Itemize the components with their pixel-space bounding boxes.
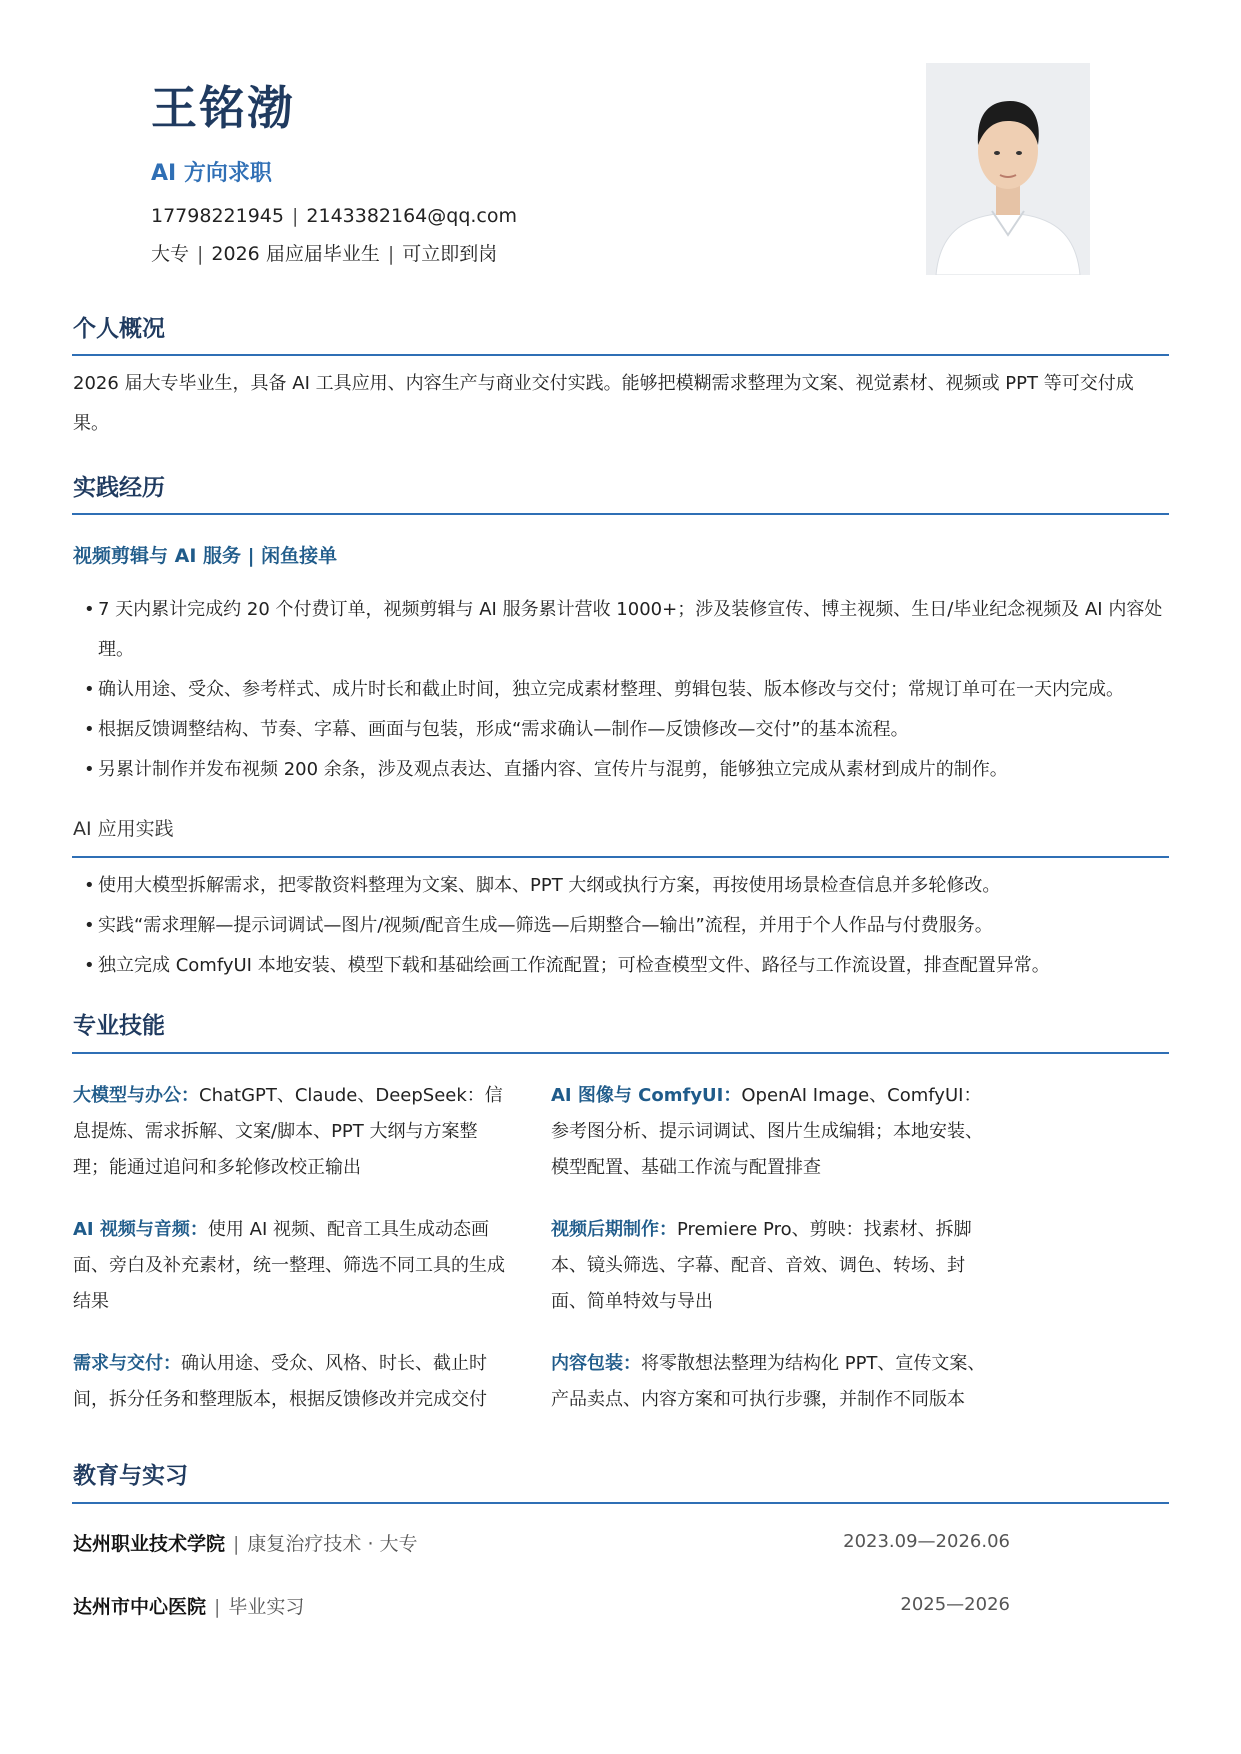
education-level: 大专	[151, 243, 190, 265]
section-divider	[72, 856, 1169, 858]
job-title-video-editing: 视频剪辑与 AI 服务 | 闲鱼接单	[73, 545, 338, 567]
bullet-item: • 另累计制作并发布视频 200 余条，涉及观点表达、直播内容、宣传片与混剪，能够独立完成从素材到成片的制作。	[84, 750, 1179, 790]
graduation-year: 2026 届应届毕业生	[211, 243, 380, 265]
section-title-overview: 个人概况	[73, 316, 165, 342]
overview-text: 2026 届大专毕业生，具备 AI 工具应用、内容生产与商业交付实践。能够把模糊需求整理为文案、视觉素材、视频或 PPT 等可交付成果。	[73, 373, 1134, 434]
phone-number: 17798221945	[151, 205, 284, 227]
section-divider	[72, 1052, 1169, 1054]
status-line	[151, 240, 497, 268]
section-divider	[72, 354, 1169, 356]
internship-date: 2025—2026	[900, 1594, 1010, 1615]
section-divider	[72, 1502, 1169, 1504]
bullet-item: • 使用大模型拆解需求，把零散资料整理为文案、脚本、PPT 大纲或执行方案，再按使用场景检查信息并多轮修改。	[84, 866, 1179, 906]
contact-line	[151, 202, 517, 230]
email-address: 2143382164@qq.com	[306, 205, 518, 227]
skill-text: 使用 AI 视频、配音工具生成动态画面、旁白及补充素材，统一整理、筛选不同工具的生成结果	[73, 1219, 505, 1312]
skill-text: Premiere Pro、剪映：找素材、拆脚本、镜头筛选、字幕、配音、音效、调色、转场、封面、简单特效与导出	[551, 1219, 972, 1312]
skill-label: 内容包装：	[551, 1353, 641, 1374]
bullet-item: • 7 天内累计完成约 20 个付费订单，视频剪辑与 AI 服务累计营收 1000+；涉及装修宣传、博主视频、生日/毕业纪念视频及 AI 内容处理。	[84, 590, 1179, 670]
separator: |	[214, 1596, 221, 1618]
skill-content-packaging	[551, 1346, 991, 1418]
skill-text: ChatGPT、Claude、DeepSeek：信息提炼、需求拆解、文案/脚本、PPT 大纲与方案整理；能通过追问和多轮修改校正输出	[73, 1085, 503, 1178]
job-title-ai-practice: AI 应用实践	[73, 818, 174, 840]
skill-text: OpenAI Image、ComfyUI：参考图分析、提示词调试、图片生成编辑；本地安装、模型配置、基础工作流与配置排查	[551, 1085, 983, 1178]
availability: 可立即到岗	[402, 243, 498, 265]
bullet-item: • 根据反馈调整结构、节奏、字幕、画面与包装，形成“需求确认—制作—反馈修改—交付”的基本流程。	[84, 710, 1179, 750]
section-title-skills: 专业技能	[73, 1013, 165, 1039]
bullet-item: • 确认用途、受众、参考样式、成片时长和截止时间，独立完成素材整理、剪辑包装、版本修改与交付；常规订单可在一天内完成。	[84, 670, 1179, 710]
separator: |	[387, 243, 395, 265]
skill-requirements-delivery	[73, 1346, 513, 1418]
skill-text: 将零散想法整理为结构化 PPT、宣传文案、产品卖点、内容方案和可执行步骤，并制作不同版本	[551, 1353, 986, 1410]
skill-label: 视频后期制作：	[551, 1219, 677, 1240]
school-name: 达州职业技术学院	[73, 1533, 226, 1555]
skill-ai-image-comfyui	[551, 1078, 991, 1186]
section-divider	[72, 513, 1169, 515]
separator: |	[197, 243, 204, 265]
profile-photo	[926, 63, 1090, 275]
separator: |	[291, 205, 299, 227]
skill-label: 大模型与办公：	[73, 1085, 199, 1106]
skill-label: AI 图像与 ComfyUI：	[551, 1085, 742, 1106]
section-title-education: 教育与实习	[73, 1463, 188, 1489]
job-objective: AI 方向求职	[151, 161, 272, 186]
internship-detail: 毕业实习	[228, 1596, 305, 1618]
skill-video-post-production	[551, 1212, 991, 1320]
candidate-name: 王铭渤	[151, 81, 295, 135]
separator: |	[233, 1533, 240, 1555]
bullet-item: • 实践“需求理解—提示词调试—图片/视频/配音生成—筛选—后期整合—输出”流程，并用于个人作品与付费服务。	[84, 906, 1179, 946]
skill-ai-video-audio	[73, 1212, 513, 1320]
hospital-name: 达州市中心医院	[73, 1596, 207, 1618]
skill-text: 确认用途、受众、风格、时长、截止时间，拆分任务和整理版本，根据反馈修改并完成交付	[73, 1353, 487, 1410]
section-title-experience: 实践经历	[73, 475, 165, 501]
skill-label: 需求与交付：	[73, 1353, 181, 1374]
portrait-icon	[926, 63, 1090, 275]
school-detail: 康复治疗技术 · 大专	[247, 1533, 418, 1555]
skill-llm-office	[73, 1078, 513, 1186]
job-bullets-video-editing	[84, 590, 1179, 790]
job-bullets-ai-practice	[84, 866, 1179, 986]
education-date: 2023.09—2026.06	[843, 1531, 1010, 1552]
skill-label: AI 视频与音频：	[73, 1219, 208, 1240]
bullet-item: • 独立完成 ComfyUI 本地安装、模型下载和基础绘画工作流配置；可检查模型文件、路径与工作流设置，排查配置异常。	[84, 946, 1179, 986]
